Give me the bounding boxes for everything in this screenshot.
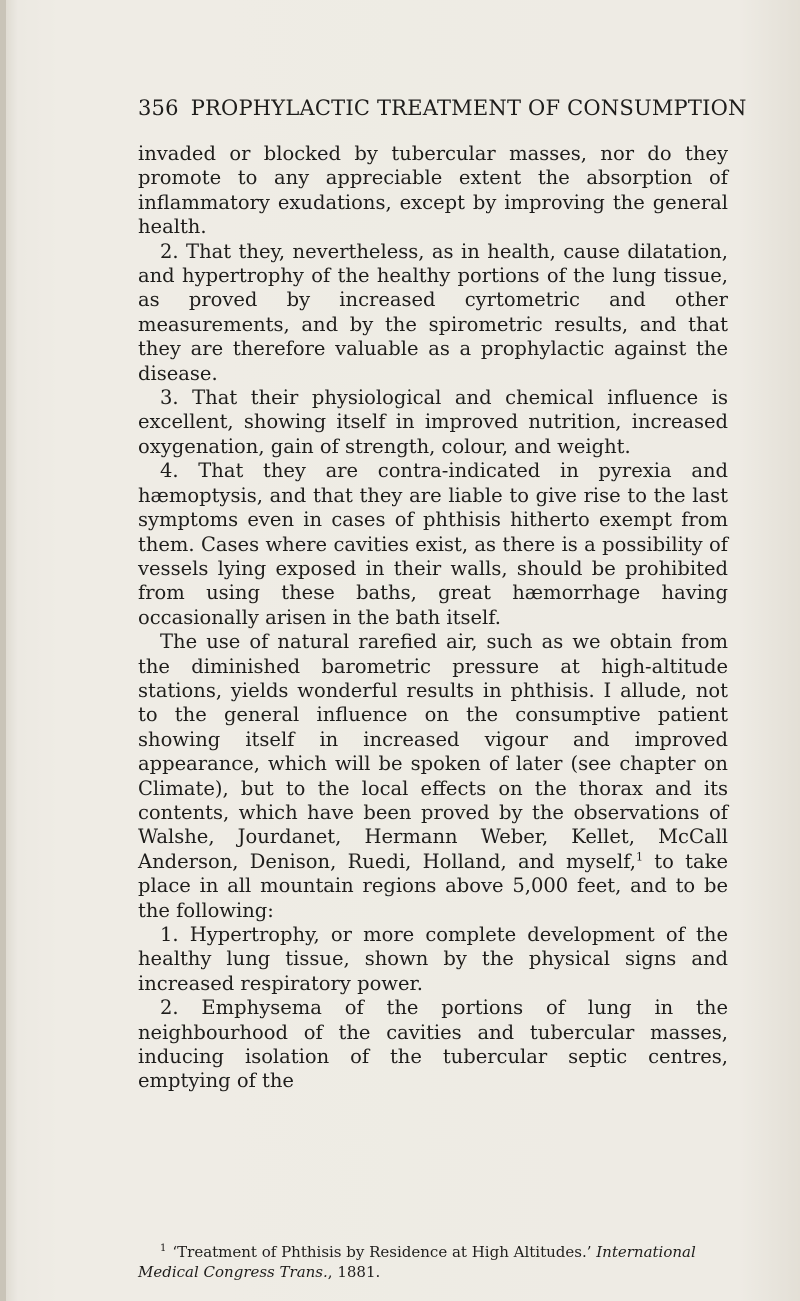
paragraph-continued: invaded or blocked by tubercular masses, nor do they promote to any appreciable extent the absorption of inflammatory exudations, except by improving the general health. (138, 142, 728, 239)
paragraph-rarefied-air-text: The use of natural rarefied air, such as we obtain from the diminished barometric pressure at high-altitude stations, yields wonderful results in phthisis. I allude, not to the general influence on the consumptive patient showing itself in increased vigour and improved appearance, which will be spoken of later (see chapter on Climate), but to the local effects on the thorax and its contents, which have been proved by the observations of Walshe, Jourdanet, Hermann Weber, Kellet, McCall Anderson, Denison, Ruedi, Holland, and myself, (138, 630, 728, 873)
footnote-text: ‘Treatment of Phthisis by Residence at High Altitudes.’ (172, 1243, 597, 1261)
page-gutter (0, 0, 6, 1301)
footnote-journal: International Medical Congress Trans. (138, 1243, 696, 1281)
paragraph-point-4: 4. That they are contra-indicated in pyrexia and hæmoptysis, and that they are liable to give rise to the last symptoms even in cases of phthisis hitherto exempt from them. Cases where cavities exist, as there is a possibility of vessels lying exposed in their walls, should be prohibited from using these baths, great hæmorrhage having occasionally arisen in the bath itself. (138, 459, 728, 629)
footnote (138, 1239, 728, 1282)
page-number: 356 (138, 96, 179, 120)
running-title: PROPHYLACTIC TREATMENT OF CONSUMPTION (190, 96, 747, 120)
body-text (138, 142, 728, 1094)
footnote-mark: 1 (160, 1243, 167, 1254)
paragraph-effect-2: 2. Emphysema of the portions of lung in the neighbourhood of the cavities and tubercular masses, inducing isolation of the tubercular septic centres, emptying of the (138, 996, 728, 1093)
paragraph-rarefied-air (138, 630, 728, 923)
paragraph-rarefied-air-tail: to take place in all mountain regions above 5,000 feet, and to be the following: (138, 849, 728, 922)
paragraph-point-3: 3. That their physiological and chemical influence is excellent, showing itself in improved nutrition, increased oxygenation, gain of strength, colour, and weight. (138, 386, 728, 458)
paragraph-effect-1: 1. Hypertrophy, or more complete development of the healthy lung tissue, shown by the physical signs and increased respiratory power. (138, 923, 728, 995)
paragraph-point-2: 2. That they, nevertheless, as in health, cause dilatation, and hypertrophy of the healthy portions of the lung tissue, as proved by increased cyrtometric and other measurements, and by the spirometric results, and that they are therefore valuable as a prophylactic against the disease. (138, 239, 728, 385)
footnote-year: , 1881. (327, 1263, 381, 1281)
footnote-reference: 1 (635, 850, 643, 864)
running-header (138, 96, 747, 120)
